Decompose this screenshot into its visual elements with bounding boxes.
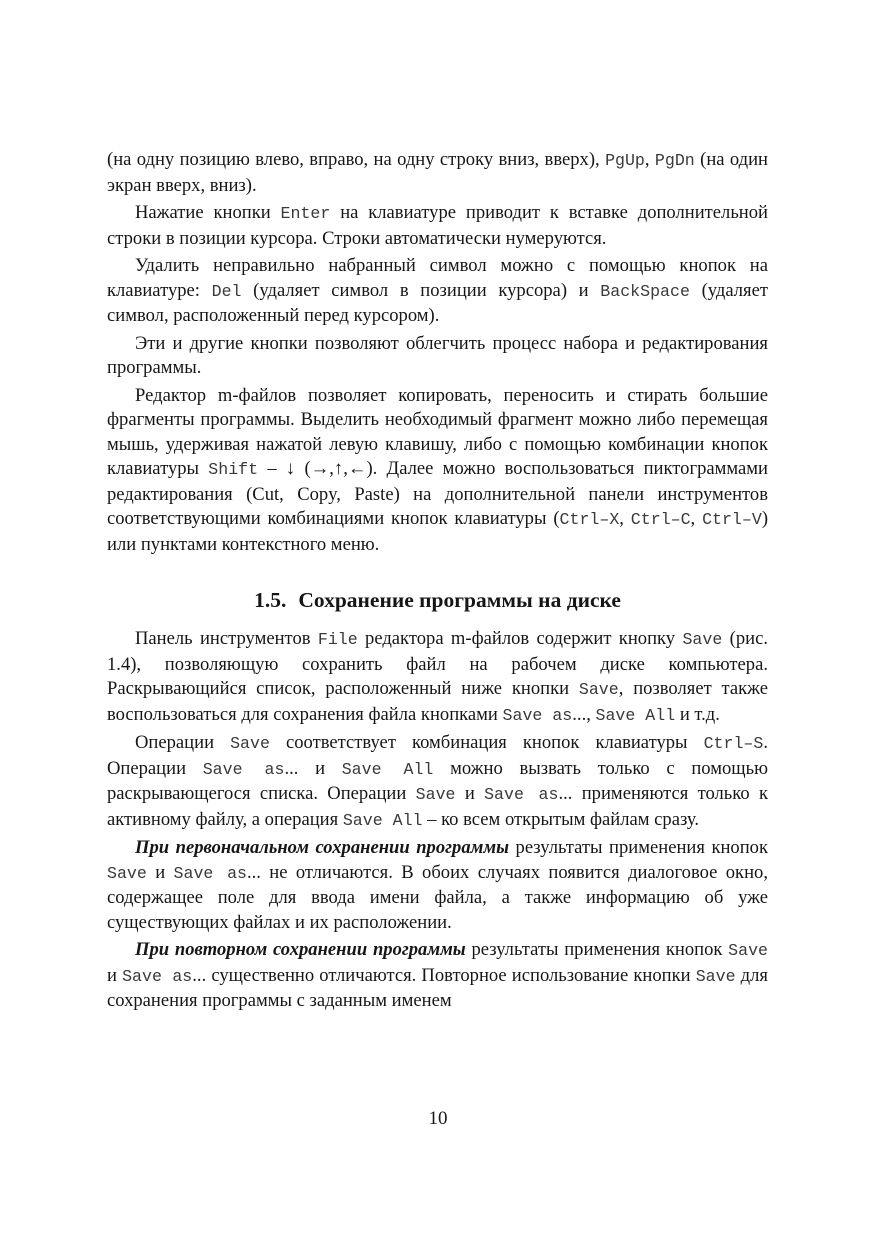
text-run: Эти и другие кнопки позволяют облегчить процесс набора и редактирования программы.: [107, 332, 768, 378]
paragraph: [107, 332, 768, 381]
code-term: Save: [107, 863, 147, 883]
code-term: Ctrl–S: [703, 734, 764, 753]
code-term: Save All: [341, 759, 434, 779]
text-run: на клавиатуре приводит к вставке дополнительной строки в позиции курсора. Строки автоматически нумеруются.: [107, 202, 769, 249]
text-run: Удалить неправильно набранный символ можно с помощью кнопок на клавиатуре:: [107, 255, 768, 301]
code-term: Enter: [280, 204, 331, 223]
text-run: ) или пунктами контекстного меню.: [107, 508, 769, 555]
text-run: Операции: [135, 732, 231, 753]
emphasis-text: При повторном сохранении программы: [135, 939, 466, 960]
code-term: Save as: [122, 966, 193, 986]
section-title: Сохранение программы на диске: [298, 588, 621, 612]
paragraph: [107, 836, 768, 935]
code-term: Save: [695, 966, 736, 986]
code-term: PgDn: [654, 151, 695, 170]
code-term: Ctrl–V: [702, 510, 762, 529]
paragraph: [107, 938, 768, 1014]
text-run: ... существенно отличаются. Повторное использование кнопки: [192, 964, 696, 986]
text-run: Редактор m-файлов позволяет копировать, переносить и стирать большие фрагменты программы. Выделить необходимый фрагмент можно либо перемещая мышь, удерживая нажатой левую клавишу, либо с помощью комбинации кнопок клавиатуры: [107, 384, 768, 479]
code-term: Shift: [208, 460, 259, 479]
text-run: ,: [690, 508, 703, 529]
text-run: ...,: [572, 703, 596, 725]
code-term: Save as: [484, 785, 559, 804]
code-term: Save as: [173, 863, 247, 883]
paragraphs-top: [107, 148, 768, 557]
emphasis-text: При первоначальном сохранении программы: [135, 837, 509, 858]
text-run: ,: [619, 508, 631, 529]
paragraph: [107, 254, 768, 329]
code-term: Save All: [595, 705, 676, 725]
paragraph: [107, 384, 768, 558]
text-run: редактора m-файлов содержит кнопку: [357, 628, 683, 649]
code-term: Save as: [202, 759, 285, 779]
code-term: Save: [682, 630, 723, 649]
text-run: – ↓ (→,↑,←). Далее можно воспользоваться пиктограммами редактирования (Cut, Copy, Paste) на дополнительной панели инструментов соответствующими комбинациями кнопок клавиатуры (: [107, 458, 768, 529]
text-run: и т.д.: [675, 703, 720, 725]
code-term: Save: [578, 680, 619, 699]
text-run: ... применяются только к активному файлу, а операция: [107, 783, 768, 830]
code-term: PgUp: [605, 151, 645, 170]
text-run: (на одну позицию влево, вправо, на одну строку вниз, вверх),: [107, 149, 606, 170]
code-term: Save All: [342, 810, 423, 830]
text-run: результаты применения кнопок: [465, 939, 729, 960]
code-term: Del: [211, 281, 242, 301]
text-run: и: [146, 861, 174, 883]
code-term: File: [317, 630, 358, 649]
text-run: . Операции: [107, 732, 768, 779]
paragraph: [107, 731, 768, 833]
text-run: и: [107, 964, 123, 986]
code-term: BackSpace: [600, 281, 690, 301]
text-run: Панель инструментов: [135, 628, 318, 649]
text-run: – ко всем открытым файлам сразу.: [422, 808, 700, 830]
text-run: ,: [644, 149, 655, 170]
text-run: (удаляет символ в позиции курсора) и: [241, 279, 601, 301]
text-run: можно вызвать только с помощью раскрывающегося списка. Операции: [107, 757, 768, 804]
text-run: ... не отличаются. В обоих случаях появится диалоговое окно, содержащее поле для ввода имени файла, а также информацию об уже существующих файлах и их расположении.: [107, 861, 768, 933]
text-run: (на один экран вверх, вниз).: [107, 149, 768, 196]
text-run: (удаляет символ, расположенный перед курсором).: [107, 279, 768, 326]
text-run: Нажатие кнопки: [135, 202, 281, 223]
page-number: 10: [428, 1108, 448, 1129]
section-number: 1.5.: [254, 588, 287, 612]
paragraphs-bottom: [107, 627, 768, 1014]
paragraph: [107, 627, 768, 728]
text-run: результаты применения кнопок: [509, 837, 769, 858]
code-term: Save as: [502, 705, 573, 725]
code-term: Ctrl–C: [630, 510, 691, 529]
paragraph: [107, 201, 768, 251]
code-term: Save: [230, 734, 270, 753]
page-body: [107, 148, 768, 1017]
text-run: и: [455, 783, 485, 804]
text-run: , позволяет также воспользоваться для сохранения файла кнопками: [107, 678, 768, 725]
text-run: ... и: [284, 757, 342, 779]
paragraph: [107, 148, 768, 198]
code-term: Save: [415, 785, 456, 804]
code-term: Ctrl–X: [559, 510, 620, 529]
code-term: Save: [728, 941, 768, 960]
text-run: соответствует комбинация кнопок клавиатуры: [269, 732, 704, 753]
section-heading: [107, 587, 768, 613]
text-run: (рис. 1.4), позволяющую сохранить файл на рабочем диске компьютера. Раскрывающийся список, расположенный ниже кнопки: [107, 628, 768, 699]
text-run: для сохранения программы с заданным именем: [107, 964, 768, 1011]
